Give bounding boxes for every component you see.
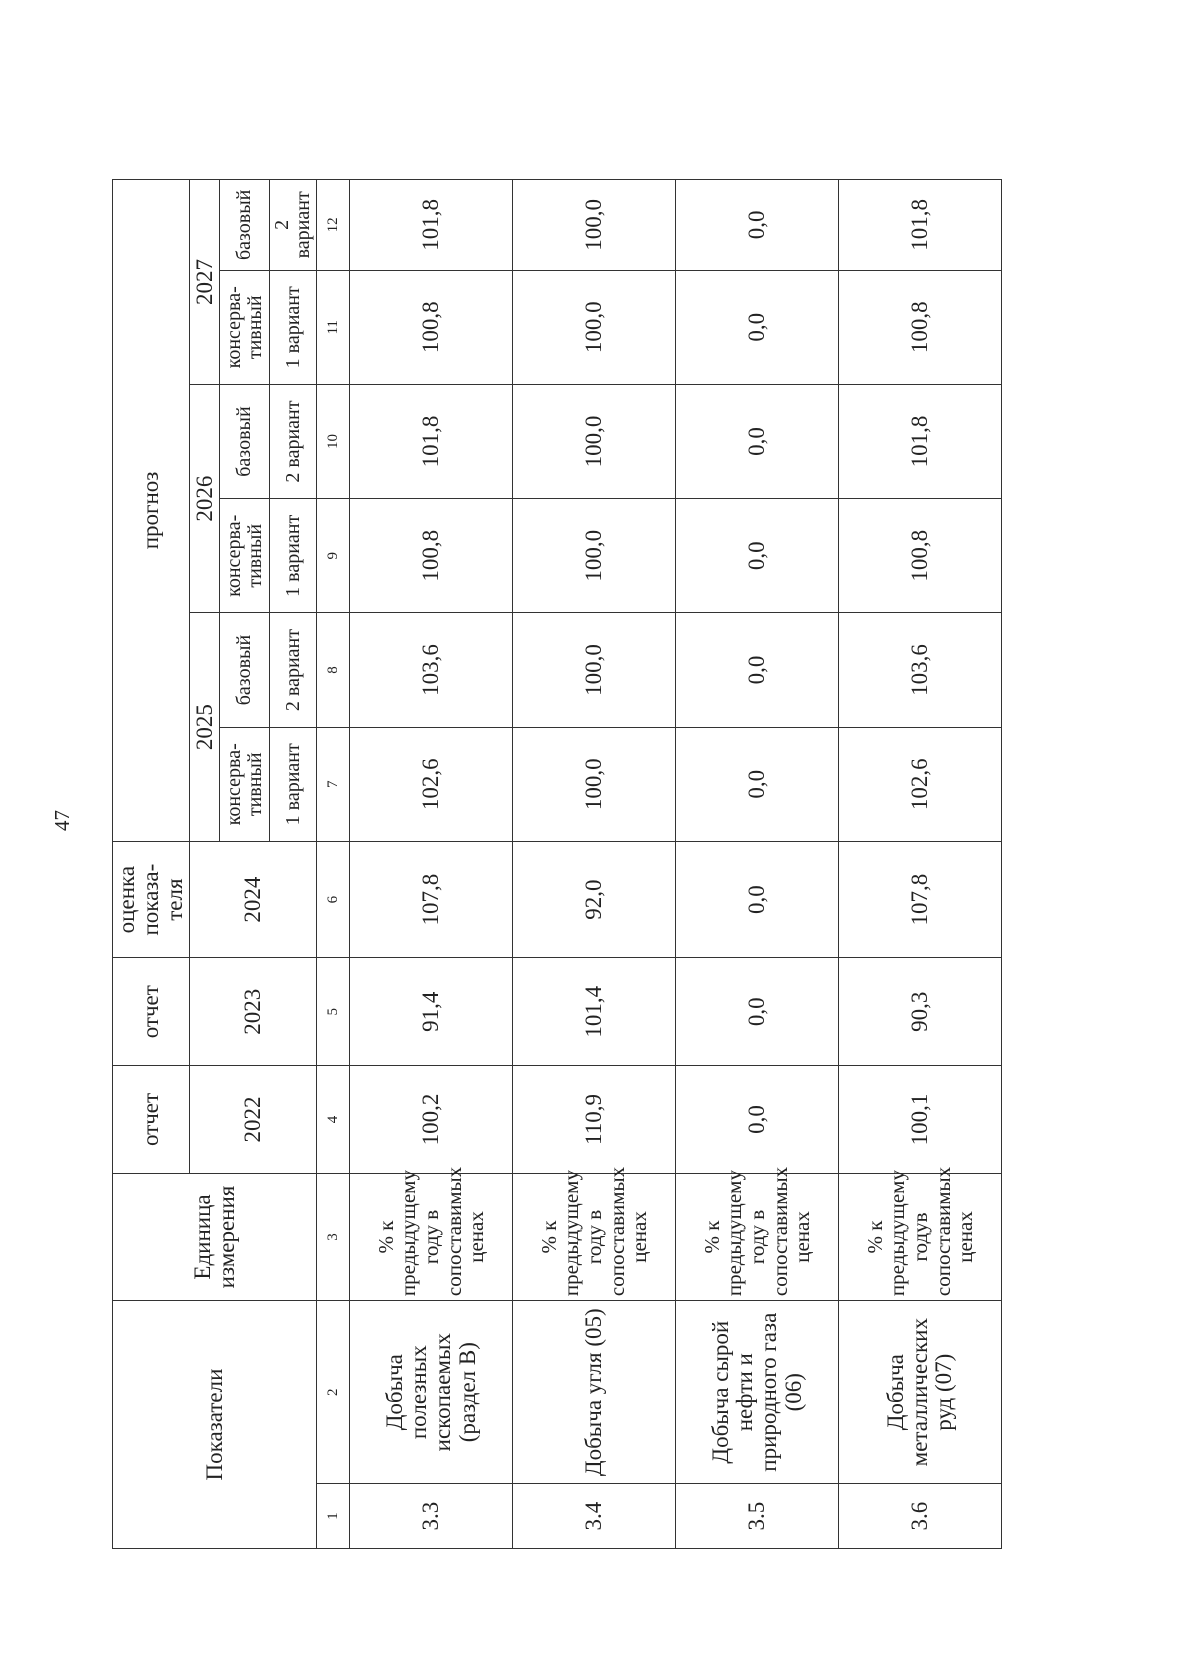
col-number: 4 bbox=[317, 1066, 350, 1174]
row-value: 100,8 bbox=[839, 499, 1002, 613]
header-report-2: отчет bbox=[113, 958, 190, 1066]
row-value: 100,0 bbox=[513, 613, 676, 727]
row-value: 100,0 bbox=[513, 384, 676, 498]
header-2025-variant1: 1 вариант bbox=[270, 727, 317, 841]
header-2026-variant2: 2 вариант bbox=[270, 384, 317, 498]
col-number: 11 bbox=[317, 270, 350, 384]
table-row bbox=[513, 180, 676, 1549]
row-id: 3.6 bbox=[839, 1484, 1002, 1549]
col-number: 10 bbox=[317, 384, 350, 498]
col-number: 7 bbox=[317, 727, 350, 841]
header-2026-variant1: 1 вариант bbox=[270, 499, 317, 613]
row-value: 0,0 bbox=[676, 1066, 839, 1174]
page-number: 47 bbox=[50, 810, 74, 831]
header-2025-base: базовый bbox=[220, 613, 270, 727]
table-row bbox=[839, 180, 1002, 1549]
row-value: 100,0 bbox=[513, 180, 676, 271]
rotated-table-container bbox=[112, 89, 1200, 1531]
row-value: 0,0 bbox=[676, 270, 839, 384]
header-forecast: прогноз bbox=[113, 180, 190, 842]
col-number: 12 bbox=[317, 180, 350, 271]
row-value: 0,0 bbox=[676, 727, 839, 841]
row-value: 92,0 bbox=[513, 841, 676, 957]
col-number: 3 bbox=[317, 1173, 350, 1300]
header-report-1: отчет bbox=[113, 1066, 190, 1174]
header-year-2022: 2022 bbox=[190, 1066, 317, 1174]
row-value: 100,8 bbox=[350, 499, 513, 613]
header-2026-conservative: консерва-тивный bbox=[220, 499, 270, 613]
col-number: 8 bbox=[317, 613, 350, 727]
row-value: 100,0 bbox=[513, 727, 676, 841]
rotated-table-inner bbox=[112, 179, 1200, 1549]
header-year-2027: 2027 bbox=[190, 180, 220, 385]
row-value: 107,8 bbox=[839, 841, 1002, 957]
header-2027-base: базовый bbox=[220, 180, 270, 271]
row-value: 103,6 bbox=[350, 613, 513, 727]
row-value: 103,6 bbox=[839, 613, 1002, 727]
row-unit: % к предыдущему году в сопоставимых ценах bbox=[350, 1173, 513, 1300]
row-value: 101,8 bbox=[839, 384, 1002, 498]
header-2025-variant2: 2 вариант bbox=[270, 613, 317, 727]
row-name: Добыча сырой нефти и природного газа (06) bbox=[676, 1301, 839, 1484]
row-value: 101,4 bbox=[513, 958, 676, 1066]
header-year-2026: 2026 bbox=[190, 384, 220, 613]
row-value: 90,3 bbox=[839, 958, 1002, 1066]
row-id: 3.3 bbox=[350, 1484, 513, 1549]
header-2027-conservative: консерва-тивный bbox=[220, 270, 270, 384]
row-value: 101,8 bbox=[350, 384, 513, 498]
row-value: 0,0 bbox=[676, 384, 839, 498]
row-unit: % к предыдущему годув сопоставимых ценах bbox=[839, 1173, 1002, 1300]
header-indicators: Показатели bbox=[113, 1301, 317, 1549]
forecast-table bbox=[112, 179, 1002, 1549]
row-unit: % к предыдущему году в сопоставимых ценах bbox=[676, 1173, 839, 1300]
col-number: 5 bbox=[317, 958, 350, 1066]
row-value: 100,1 bbox=[839, 1066, 1002, 1174]
row-value: 91,4 bbox=[350, 958, 513, 1066]
row-value: 0,0 bbox=[676, 613, 839, 727]
col-number: 2 bbox=[317, 1301, 350, 1484]
row-value: 0,0 bbox=[676, 958, 839, 1066]
row-value: 100,2 bbox=[350, 1066, 513, 1174]
col-number: 6 bbox=[317, 841, 350, 957]
header-year-2024: 2024 bbox=[190, 841, 317, 957]
row-name: Добыча металлических руд (07) bbox=[839, 1301, 1002, 1484]
row-value: 107,8 bbox=[350, 841, 513, 957]
header-unit: Единица измерения bbox=[113, 1173, 317, 1300]
row-value: 0,0 bbox=[676, 180, 839, 271]
row-value: 101,8 bbox=[839, 180, 1002, 271]
header-2026-base: базовый bbox=[220, 384, 270, 498]
row-value: 100,0 bbox=[513, 270, 676, 384]
table-row bbox=[676, 180, 839, 1549]
row-value: 101,8 bbox=[350, 180, 513, 271]
row-name: Добыча угля (05) bbox=[513, 1301, 676, 1484]
row-name: Добыча полезных ископаемых (раздел В) bbox=[350, 1301, 513, 1484]
row-value: 102,6 bbox=[839, 727, 1002, 841]
col-number: 1 bbox=[317, 1484, 350, 1549]
row-value: 0,0 bbox=[676, 499, 839, 613]
row-id: 3.5 bbox=[676, 1484, 839, 1549]
header-2027-variant1: 1 вариант bbox=[270, 270, 317, 384]
header-2025-conservative: консерва-тивный bbox=[220, 727, 270, 841]
row-value: 100,8 bbox=[839, 270, 1002, 384]
table-row bbox=[350, 180, 513, 1549]
header-year-2023: 2023 bbox=[190, 958, 317, 1066]
row-value: 0,0 bbox=[676, 841, 839, 957]
header-estimate: оценка показа-теля bbox=[113, 841, 190, 957]
row-value: 110,9 bbox=[513, 1066, 676, 1174]
row-value: 100,0 bbox=[513, 499, 676, 613]
row-value: 100,8 bbox=[350, 270, 513, 384]
row-id: 3.4 bbox=[513, 1484, 676, 1549]
header-2027-variant2: 2 вариант bbox=[270, 180, 317, 271]
row-value: 102,6 bbox=[350, 727, 513, 841]
row-unit: % к предыдущему году в сопоставимых ценах bbox=[513, 1173, 676, 1300]
col-number: 9 bbox=[317, 499, 350, 613]
header-year-2025: 2025 bbox=[190, 613, 220, 842]
